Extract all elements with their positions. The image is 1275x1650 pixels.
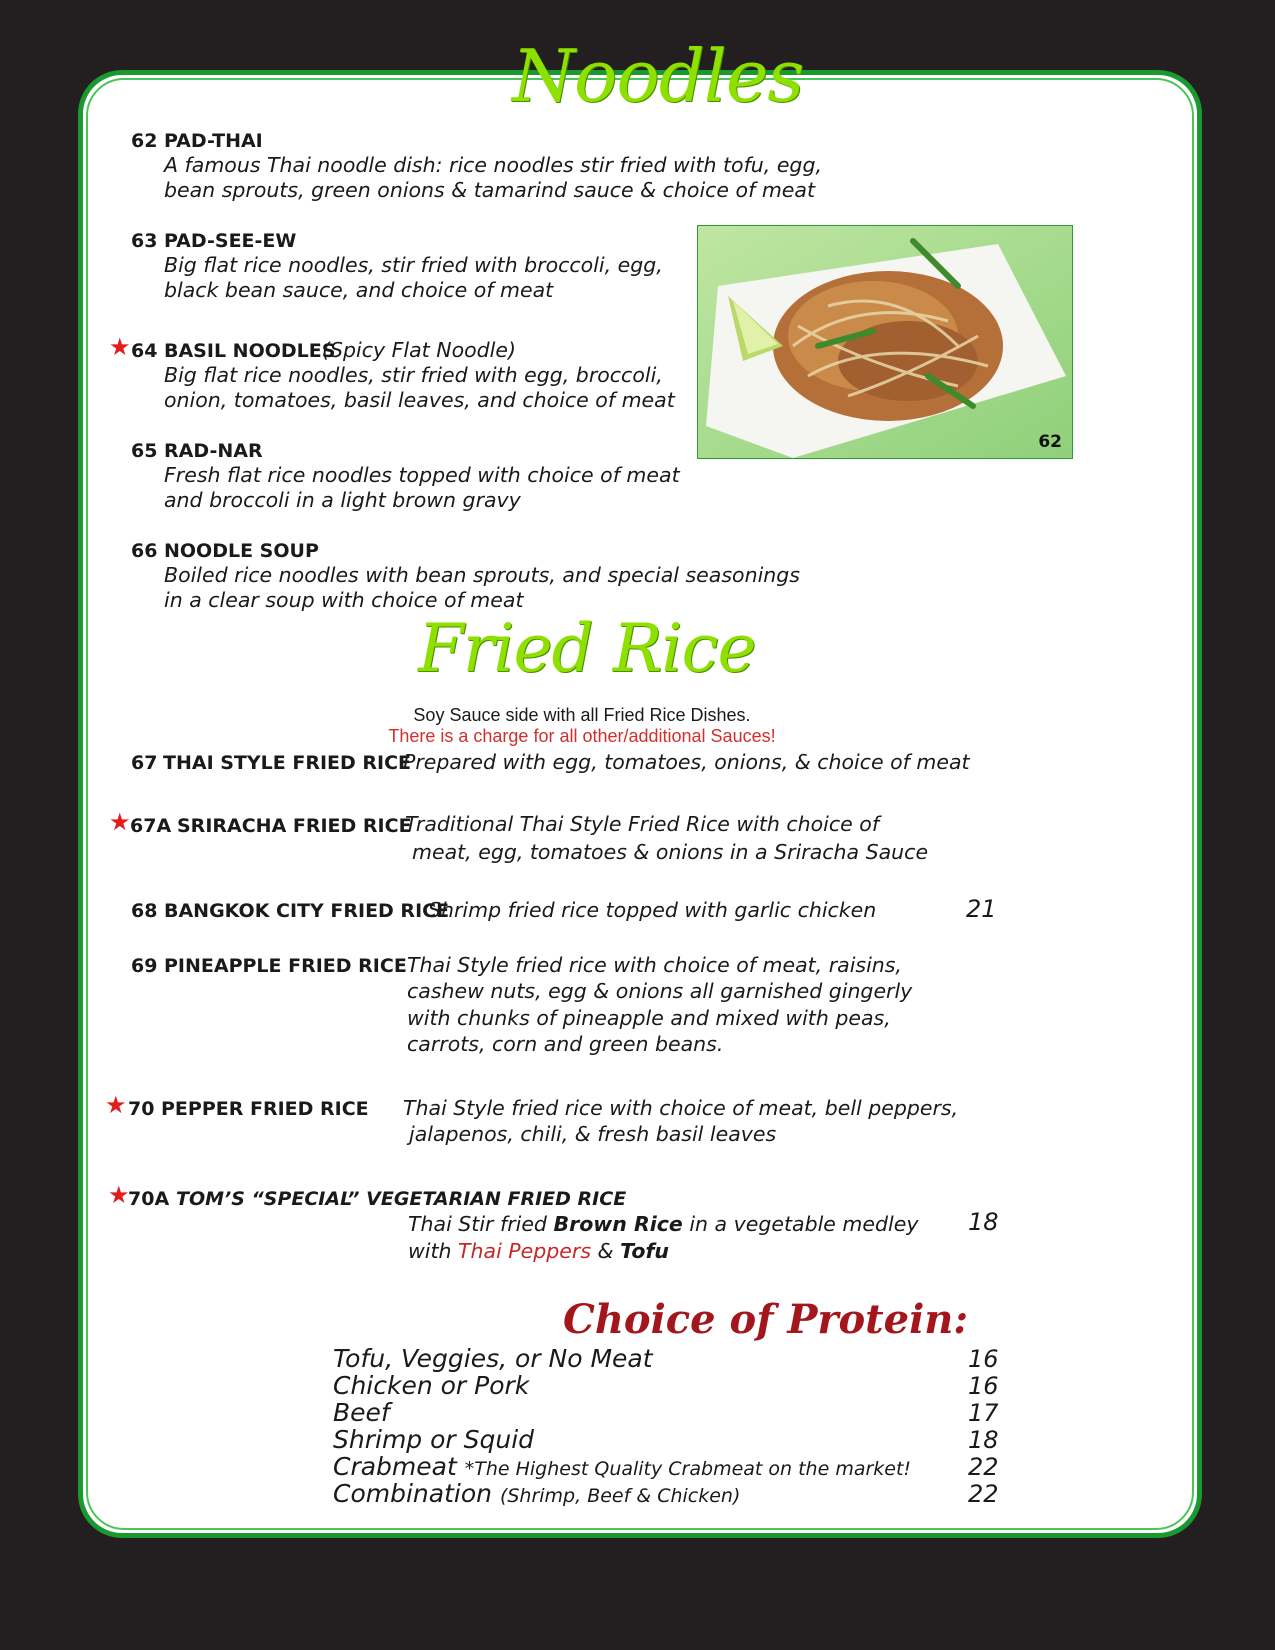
- desc-text: with: [408, 1239, 459, 1263]
- item-number: 62: [131, 130, 158, 152]
- protein-price: 22: [968, 1453, 999, 1481]
- item-name: PAD-THAI: [164, 130, 263, 152]
- fried-rice-title: Fried Rice: [418, 610, 756, 687]
- item-desc: bean sprouts, green onions & tamarind sauce & choice of meat: [164, 178, 816, 202]
- spicy-star-icon: ★: [109, 333, 131, 361]
- item-number: 70A: [128, 1188, 170, 1210]
- protein-name: Combination: [333, 1479, 492, 1508]
- item-price: 21: [966, 895, 997, 923]
- protein-note: (Shrimp, Beef & Chicken): [499, 1485, 741, 1507]
- item-desc: Shrimp fried rice topped with garlic chicken: [428, 898, 877, 922]
- item-name: NOODLE SOUP: [164, 540, 319, 562]
- desc-text: Thai Stir fried: [408, 1212, 554, 1236]
- item-number: 68: [131, 900, 158, 922]
- protein-price: 18: [968, 1426, 999, 1454]
- item-number: 63: [131, 230, 158, 252]
- item-name: RAD-NAR: [164, 440, 263, 462]
- item-desc: black bean sauce, and choice of meat: [164, 278, 554, 302]
- protein-label: Beef: [333, 1398, 390, 1427]
- protein-label: [333, 1480, 740, 1510]
- protein-price: 17: [968, 1399, 999, 1427]
- protein-note: *The Highest Quality Crabmeat on the market!: [464, 1458, 912, 1480]
- protein-label: Tofu, Veggies, or No Meat: [333, 1344, 653, 1373]
- item-name: BASIL NOODLES: [164, 340, 336, 362]
- desc-red: Thai Peppers: [458, 1239, 592, 1263]
- item-desc: Prepared with egg, tomatoes, onions, & choice of meat: [403, 750, 970, 774]
- item-name: TOM’S “SPECIAL” VEGETARIAN FRIED RICE: [176, 1188, 627, 1210]
- pad-thai-photo: [697, 225, 1073, 459]
- protein-name: Crabmeat: [333, 1452, 457, 1481]
- item-number: 67: [131, 752, 158, 774]
- sauce-charge-note: There is a charge for all other/additional Sauces!: [388, 726, 776, 746]
- item-desc: meat, egg, tomatoes & onions in a Sriracha Sauce: [412, 840, 929, 864]
- noodles-title: Noodles: [512, 34, 804, 118]
- item-desc: with chunks of pineapple and mixed with peas,: [407, 1006, 891, 1030]
- protein-label: Chicken or Pork: [333, 1371, 530, 1400]
- soy-sauce-note: Soy Sauce side with all Fried Rice Dishes.: [413, 705, 751, 725]
- item-desc: [408, 1212, 918, 1237]
- item-desc: Big flat rice noodles, stir fried with broccoli, egg,: [164, 253, 663, 277]
- item-name: PAD-SEE-EW: [164, 230, 297, 252]
- item-name: THAI STYLE FRIED RICE: [163, 752, 412, 774]
- item-name: PINEAPPLE FRIED RICE: [164, 955, 407, 977]
- protein-price: 16: [968, 1345, 999, 1373]
- item-desc: and broccoli in a light brown gravy: [164, 488, 521, 512]
- item-name: SRIRACHA FRIED RICE: [177, 815, 412, 837]
- desc-text: &: [591, 1239, 621, 1263]
- item-desc: onion, tomatoes, basil leaves, and choice of meat: [164, 388, 675, 412]
- spicy-star-icon: ★: [109, 808, 131, 836]
- protein-price: 22: [968, 1480, 999, 1508]
- item-desc: A famous Thai noodle dish: rice noodles stir fried with tofu, egg,: [164, 153, 822, 177]
- item-number: 69: [131, 955, 158, 977]
- item-desc: [408, 1239, 669, 1264]
- item-desc: Thai Style fried rice with choice of meat, raisins,: [407, 953, 902, 977]
- item-desc: Traditional Thai Style Fried Rice with choice of: [405, 812, 880, 836]
- item-name: PEPPER FRIED RICE: [161, 1098, 369, 1120]
- protein-label: Shrimp or Squid: [333, 1425, 535, 1454]
- item-desc: Thai Style fried rice with choice of meat, bell peppers,: [403, 1096, 959, 1120]
- protein-title: Choice of Protein:: [563, 1296, 969, 1343]
- item-desc: cashew nuts, egg & onions all garnished gingerly: [407, 979, 913, 1003]
- item-subtitle: (Spicy Flat Noodle): [322, 338, 516, 362]
- desc-text: in a vegetable medley: [682, 1212, 919, 1236]
- item-price: 18: [968, 1208, 999, 1236]
- item-number: 64: [131, 340, 158, 362]
- item-number: 65: [131, 440, 158, 462]
- item-desc: carrots, corn and green beans.: [407, 1032, 724, 1056]
- item-number: 66: [131, 540, 158, 562]
- item-name: BANGKOK CITY FRIED RICE: [164, 900, 450, 922]
- protein-price: 16: [968, 1372, 999, 1400]
- item-desc: Big flat rice noodles, stir fried with egg, broccoli,: [164, 363, 663, 387]
- item-desc: jalapenos, chili, & fresh basil leaves: [409, 1122, 777, 1146]
- photo-label: 62: [1038, 432, 1062, 452]
- pad-thai-photo-illustration: [698, 226, 1072, 458]
- item-desc: Fresh flat rice noodles topped with choice of meat: [164, 463, 680, 487]
- item-number: 70: [128, 1098, 155, 1120]
- item-desc: in a clear soup with choice of meat: [164, 588, 524, 612]
- spicy-star-icon: ★: [108, 1181, 130, 1209]
- desc-bold: Tofu: [620, 1239, 670, 1263]
- desc-bold: Brown Rice: [553, 1212, 683, 1236]
- spicy-star-icon: ★: [105, 1091, 127, 1119]
- item-number: 67A: [130, 815, 172, 837]
- item-desc: Boiled rice noodles with bean sprouts, and special seasonings: [164, 563, 800, 587]
